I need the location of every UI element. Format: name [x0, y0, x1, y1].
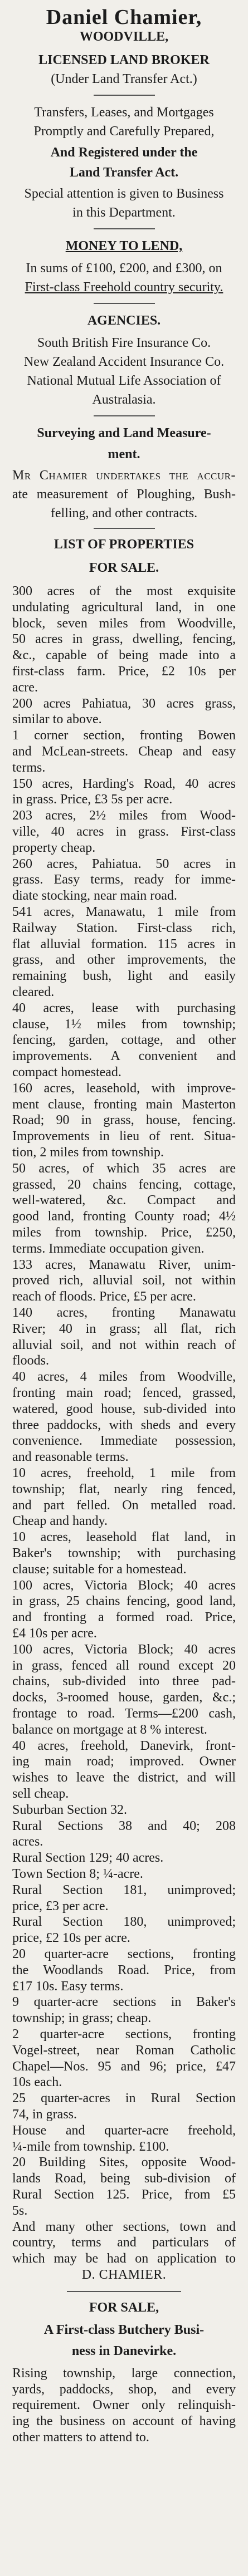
- property-line: House and quarter-acre freehold,: [12, 2123, 236, 2137]
- property-line: 50 acres, of which 35 acres are: [12, 1161, 236, 1175]
- property-line: terms. Immediate occupation given.: [12, 1242, 205, 1255]
- property-line: price, £3 per acre.: [12, 1899, 109, 1913]
- property-line: township; in grass; cheap.: [12, 2011, 152, 2025]
- property-line: similar to above.: [12, 713, 102, 727]
- property-line: Rural Section 181, unimproved;: [12, 1883, 236, 1897]
- property-line: wishes to leave the district, and will: [12, 1771, 236, 1785]
- property-line: sell cheap.: [12, 1787, 69, 1800]
- agency-line: Australasia.: [92, 393, 156, 406]
- property-line: block, seven miles from Woodville,: [12, 616, 236, 630]
- divider: [94, 415, 155, 416]
- butchery-line: other matters to attend to.: [12, 2431, 149, 2444]
- property-line: alluvial soil, and not within reach of: [12, 1338, 236, 1352]
- property-line: ville, 40 acres in grass. First-class: [12, 825, 236, 838]
- divider: [94, 528, 155, 529]
- property-line: And many other sections, town and: [12, 2220, 236, 2234]
- property-line: grass, and other improvements, the: [12, 953, 236, 967]
- property-line: 100 acres, Victoria Block; 40 acres: [12, 1642, 236, 1656]
- property-line: 40 acres, 4 miles from Woodville,: [12, 1370, 236, 1384]
- property-line: Improvements in lieu of rent. Situa-: [12, 1130, 236, 1144]
- agency-line: National Mutual Life Association of: [27, 374, 221, 387]
- property-line: 10 acres, freehold, 1 mile from: [12, 1466, 236, 1480]
- surveying-heading: ment.: [108, 448, 140, 461]
- property-line: 2 quarter-acre sections, fronting: [12, 2028, 236, 2041]
- transfers-line: Promptly and Carefully Prepared,: [33, 125, 215, 138]
- money-line: First-class Freehold country security.: [25, 281, 223, 294]
- property-line: price, £2 10s per acre.: [12, 1931, 130, 1945]
- property-line: 541 acres, Manawatu, 1 mile from: [12, 905, 236, 919]
- advertiser-name: Daniel Chamier,: [46, 7, 202, 28]
- property-line: township; flat, nearly ring fenced,: [12, 1482, 236, 1496]
- money-heading: MONEY TO LEND,: [65, 239, 183, 253]
- property-line: in grass, fenced all round except 20: [12, 1659, 236, 1672]
- property-line: 40 acres, freehold, Danevirk, front-: [12, 1739, 236, 1753]
- property-line: lands Road, being sub-division of: [12, 2172, 236, 2186]
- property-line: 20 Building Sites, opposite Wood-: [12, 2156, 236, 2170]
- property-line: the Woodlands Road. Price, from: [12, 1963, 236, 1977]
- property-line: D. CHAMIER.: [81, 2268, 167, 2281]
- property-line: and McLean-streets. Cheap and easy: [12, 745, 236, 758]
- list-heading: LIST OF PROPERTIES: [54, 538, 194, 551]
- property-line: 1 corner section, fronting Bowen: [12, 729, 236, 743]
- agencies-heading: AGENCIES.: [87, 314, 161, 327]
- property-line: 40 acres, lease with purchasing: [12, 1001, 236, 1015]
- property-line: in grass. Price, £3 5s per acre.: [12, 793, 173, 807]
- property-line: watered, good house, sub-divided into: [12, 1402, 236, 1416]
- butchery-title: A First-class Butchery Busi-: [43, 2323, 205, 2337]
- divider: [94, 95, 155, 96]
- property-line: River; 40 in grass; all flat, rich: [12, 1322, 236, 1336]
- property-line: property cheap.: [12, 841, 96, 855]
- butchery-line: yards, paddocks, shop, and every: [12, 2382, 236, 2396]
- divider: [94, 228, 155, 229]
- registered-line: Land Transfer Act.: [69, 166, 179, 179]
- property-line: 25 quarter-acres in Rural Section: [12, 2092, 236, 2106]
- property-line: &c., capable of being made into a: [12, 649, 236, 663]
- property-line: and reasonable terms.: [12, 1450, 129, 1464]
- property-line: 140 acres, fronting Manawatu: [12, 1306, 236, 1319]
- property-line: good land, fronting County road; 4½: [12, 1210, 236, 1224]
- property-line: 10s each.: [12, 2075, 62, 2089]
- property-line: Road; 90 in grass, house, fencing.: [12, 1113, 236, 1127]
- property-line: ¼-mile from township. £100.: [12, 2140, 169, 2153]
- property-line: Town Section 8; ¼-acre.: [12, 1867, 143, 1881]
- property-line: grass. Easy terms, ready for imme-: [12, 873, 236, 887]
- property-line: 20 quarter-acre sections, fronting: [12, 1947, 236, 1961]
- butchery-title: ness in Danevirke.: [71, 2344, 177, 2358]
- property-line: docks, 3-roomed house, garden, &c.;: [12, 1691, 236, 1705]
- agency-line: New Zealand Accident Insurance Co.: [23, 355, 225, 369]
- property-line: 10 acres, leasehold flat land, in: [12, 1530, 236, 1544]
- property-line: terms.: [12, 760, 46, 774]
- property-line: 300 acres of the most exquisite: [12, 585, 236, 598]
- property-line: ment clause, fronting main Masterton: [12, 1097, 236, 1111]
- property-line: 200 acres Pahiatua, 30 acres grass,: [12, 696, 236, 710]
- transfers-line: Transfers, Leases, and Mortgages: [34, 106, 214, 119]
- property-line: chains, sub-divided into three pad-: [12, 1675, 236, 1689]
- property-line: fronting main road; fenced, grassed,: [12, 1386, 236, 1400]
- property-line: Baker's township; with purchasing: [12, 1547, 236, 1560]
- property-line: Rural Section 180, unimproved;: [12, 1915, 236, 1929]
- agency-line: South British Fire Insurance Co.: [37, 336, 211, 350]
- divider: [94, 303, 155, 304]
- special-line: Special attention is given to Business: [24, 187, 224, 200]
- property-line: £4 10s per acre.: [12, 1627, 97, 1640]
- property-line: 150 acres, Harding's Road, 40 acres: [12, 777, 236, 791]
- property-line: 50 acres in grass, dwelling, fencing,: [12, 632, 236, 646]
- property-line: clause; suitable for a homestead.: [12, 1562, 187, 1576]
- property-line: which may be had on application to: [12, 2252, 236, 2266]
- property-line: 160 acres, leasehold, with improve-: [12, 1081, 236, 1095]
- property-line: Chapel—Nos. 95 and 96; price, £47: [12, 2059, 236, 2073]
- property-line: compact homestead.: [12, 1066, 121, 1079]
- property-line: 74, in grass.: [12, 2108, 77, 2121]
- property-line: 100 acres, Victoria Block; 40 acres: [12, 1578, 236, 1592]
- town-name: WOODVILLE,: [79, 30, 169, 43]
- divider: [67, 2291, 181, 2292]
- property-line: undulating agricultural land, in one: [12, 600, 236, 614]
- property-line: Cheap and handy.: [12, 1514, 108, 1528]
- property-line: in grass, 25 chains fencing, good land,: [12, 1594, 236, 1608]
- list-subheading: FOR SALE.: [89, 561, 159, 575]
- surveying-heading: Surveying and Land Measure-: [37, 426, 211, 440]
- butchery-line: ing the business on account of having: [12, 2415, 236, 2428]
- property-line: 133 acres, Manawatu River, unim-: [12, 1258, 236, 1272]
- property-line: acres.: [12, 1835, 43, 1849]
- surveying-line: Mr Chamier undertakes the accur-: [12, 469, 236, 482]
- property-line: grassed, 20 chains fencing, cottage,: [12, 1177, 236, 1191]
- special-line: in this Department.: [72, 206, 176, 219]
- money-line: In sums of £100, £200, and £300, on: [26, 262, 222, 275]
- surveying-line: ate measurement of Ploughing, Bush-: [12, 488, 236, 501]
- butchery-line: Rising township, large connection,: [12, 2366, 236, 2380]
- property-line: balance on mortgage at 8 % interest.: [12, 1723, 207, 1736]
- property-line: proved rich, alluvial soil, not within: [12, 1274, 236, 1288]
- property-line: Rural Sections 38 and 40; 208: [12, 1819, 236, 1833]
- property-line: Rural Section 129; 40 acres.: [12, 1851, 164, 1865]
- property-line: country, terms and particulars of: [12, 2236, 236, 2250]
- property-line: tion, 2 miles from township.: [12, 1146, 164, 1159]
- property-line: 260 acres, Pahiatua. 50 acres in: [12, 857, 236, 871]
- property-line: well-watered, &c. Compact and: [12, 1194, 236, 1208]
- property-line: three paddocks, with sheds and every: [12, 1418, 236, 1432]
- property-line: £17 10s. Easy terms.: [12, 1979, 124, 1993]
- property-line: Suburban Section 32.: [12, 1803, 127, 1817]
- property-line: ing main road; improved. Owner: [12, 1755, 236, 1769]
- property-line: Railway Station. First-class rich,: [12, 921, 236, 935]
- property-line: fencing, garden, cottage, and other: [12, 1033, 236, 1047]
- property-line: Vogel-street, near Roman Catholic: [12, 2043, 236, 2057]
- property-line: floods.: [12, 1354, 49, 1368]
- occupation: LICENSED LAND BROKER: [38, 53, 210, 67]
- property-line: reach of floods. Price, £5 per acre.: [12, 1290, 196, 1304]
- occupation-note: (Under Land Transfer Act.): [51, 72, 197, 86]
- property-line: first-class farm. Price, £2 10s per: [12, 665, 236, 678]
- property-line: and part felled. On metalled road.: [12, 1498, 236, 1512]
- butchery-line: requirement. Owner only relinquish-: [12, 2398, 236, 2412]
- property-line: convenience. Immediate possession,: [12, 1434, 236, 1448]
- property-line: 203 acres, 2½ miles from Wood-: [12, 809, 236, 823]
- property-line: remaining bush, light and easily: [12, 969, 236, 983]
- property-line: 5s.: [12, 2204, 28, 2217]
- property-line: miles from township. Price, £250,: [12, 1226, 236, 1239]
- surveying-line: felling, and other contracts.: [50, 507, 198, 520]
- registered-line: And Registered under the: [50, 146, 198, 159]
- property-line: improvements. A convenient and: [12, 1049, 236, 1063]
- property-line: flat alluvial formation. 115 acres in: [12, 937, 236, 951]
- property-line: 9 quarter-acre sections in Baker's: [12, 1995, 236, 2009]
- property-line: and fronting a formed road. Price,: [12, 1611, 236, 1625]
- property-line: clause, 1½ miles from township;: [12, 1017, 236, 1031]
- property-line: Rural Section 125. Price, from £5: [12, 2188, 236, 2201]
- property-line: diate stocking, near main road.: [12, 889, 177, 903]
- butchery-heading: FOR SALE,: [89, 2300, 159, 2314]
- property-line: frontage to road. Terms—£200 cash,: [12, 1707, 236, 1720]
- property-line: cleared.: [12, 985, 55, 999]
- property-line: acre.: [12, 680, 38, 694]
